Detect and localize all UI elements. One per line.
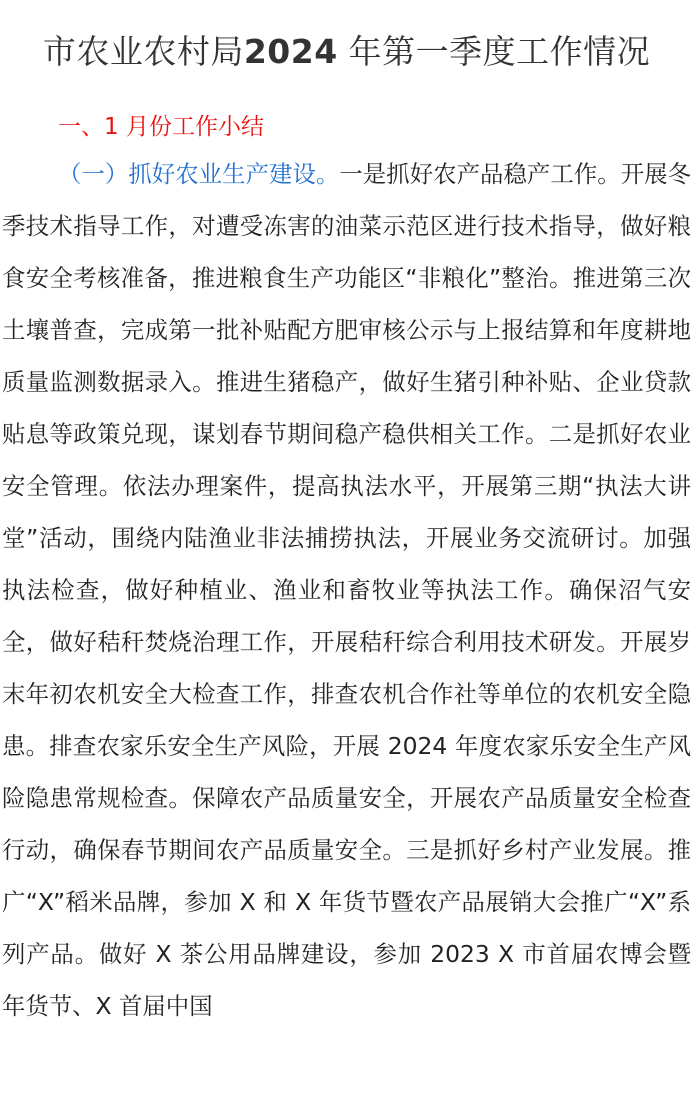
- title-suffix: 年第一季度工作情况: [348, 32, 651, 71]
- title-prefix: 市农业农村局: [42, 32, 244, 71]
- page-title: [2, 0, 691, 80]
- section-heading: 一、1 月份工作小结: [58, 114, 264, 140]
- title-year: 2024: [243, 32, 338, 71]
- subsection-heading: （一）抓好农业生产建设。: [58, 160, 340, 188]
- body-paragraph: [2, 148, 691, 1032]
- body-text: 一是抓好农产品稳产工作。开展冬季技术指导工作，对遭受冻害的油菜示范区进行技术指导，做好粮食安全考核准备，推进粮食生产功能区“非粮化”整治。推进第三次土壤普查，完成第一批补贴配方肥审核公示与上报结算和年度耕地质量监测数据录入。推进生猪稳产，做好生猪引种补贴、企业贷款贴息等政策兑现，谋划春节期间稳产稳供相关工作。二是抓好农业安全管理。依法办理案件，提高执法水平，开展第三期“执法大讲堂”活动，围绕内陆渔业非法捕捞执法，开展业务交流研讨。加强执法检查，做好种植业、渔业和畜牧业等执法工作。确保沼气安全，做好秸秆焚烧治理工作，开展秸秆综合利用技术研发。开展岁末年初农机安全大检查工作，排查农机合作社等单位的农机安全隐患。排查农家乐安全生产风险，开展 2024 年度农家乐安全生产风险隐患常规检查。保障农产品质量安全，开展农产品质量安全检查行动，确保春节期间农产品质量安全。三是抓好乡村产业发展。推广“X”稻米品牌，参加 X 和 X 年货节暨农产品展销大会推广“X”系列产品。做好 X 茶公用品牌建设，参加 2023 X 市首届农博会暨年货节、X 首届中国: [2, 160, 691, 1020]
